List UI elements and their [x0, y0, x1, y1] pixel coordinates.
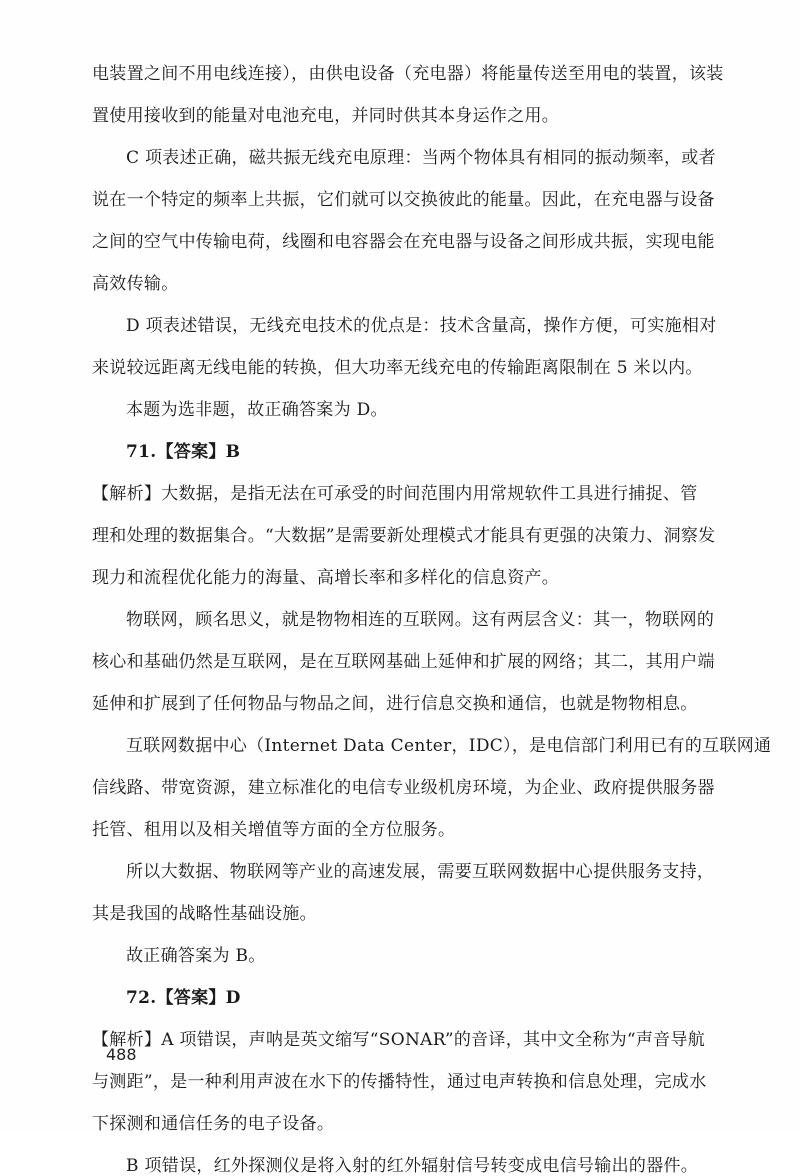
text-line: 所以大数据、物联网等产业的高速发展，需要互联网数据中心提供服务支持， — [126, 862, 715, 882]
text-line: 之间的空气中传输电荷，线圈和电容器会在充电器与设备之间形成共振，实现电能 — [92, 232, 715, 252]
page-number: 488 — [106, 1045, 137, 1064]
text-line: 延伸和扩展到了任何物品与物品之间，进行信息交换和通信，也就是物物相息。 — [92, 694, 698, 714]
text-line: 本题为选非题，故正确答案为 D。 — [126, 400, 388, 420]
text-line: 理和处理的数据集合。“大数据”是需要新处理模式才能具有更强的决策力、洞察发 — [92, 526, 716, 546]
text-line: 说在一个特定的频率上共振，它们就可以交换彼此的能量。因此，在充电器与设备 — [92, 190, 715, 210]
text-line: 现力和流程优化能力的海量、高增长率和多样化的信息资产。 — [92, 568, 560, 588]
text-line: B 项错误，红外探测仪是将入射的红外辐射信号转变成电信号输出的器件。 — [126, 1156, 699, 1176]
text-line: 核心和基础仍然是互联网，是在互联网基础上延伸和扩展的网络；其二，其用户端 — [92, 652, 715, 672]
text-line: 其是我国的战略性基础设施。 — [92, 904, 317, 924]
text-line: 托管、租用以及相关增值等方面的全方位服务。 — [92, 820, 456, 840]
text-line: 物联网，顾名思义，就是物物相连的互联网。这有两层含义：其一，物联网的 — [126, 610, 715, 630]
analysis-line: 【解析】A 项错误，声呐是英文缩写“SONAR”的音译，其中文全称为“声音导航 — [92, 1030, 706, 1050]
page-content — [92, 64, 772, 1176]
text-line: 信线路、带宽资源，建立标准化的电信专业级机房环境，为企业、政府提供服务器 — [92, 778, 715, 798]
text-line: 与测距”，是一种利用声波在水下的传播特性，通过电声转换和信息处理，完成水 — [92, 1072, 707, 1092]
text-line: 下探测和通信任务的电子设备。 — [92, 1114, 335, 1134]
text-line: 来说较远距离无线电能的转换，但大功率无线充电的传输距离限制在 5 米以内。 — [92, 358, 703, 378]
text-line: 高效传输。 — [92, 274, 179, 294]
text-line: 置使用接收到的能量对电池充电，并同时供其本身运作之用。 — [92, 106, 560, 126]
text-line: C 项表述正确，磁共振无线充电原理：当两个物体具有相同的振动频率，或者 — [126, 148, 716, 168]
answer-heading-71: 71.【答案】B — [126, 442, 241, 462]
text-line: 故正确答案为 B。 — [126, 946, 266, 966]
answer-heading-72: 72.【答案】D — [126, 988, 241, 1008]
text-line: 电装置之间不用电线连接），由供电设备（充电器）将能量传送至用电的装置，该装 — [92, 64, 724, 84]
text-line: 互联网数据中心（Internet Data Center，IDC），是电信部门利用已有的互联网通 — [126, 736, 772, 756]
text-line: D 项表述错误，无线充电技术的优点是：技术含量高，操作方便，可实施相对 — [126, 316, 717, 336]
analysis-line: 【解析】大数据，是指无法在可承受的时间范围内用常规软件工具进行捕捉、管 — [92, 484, 698, 504]
